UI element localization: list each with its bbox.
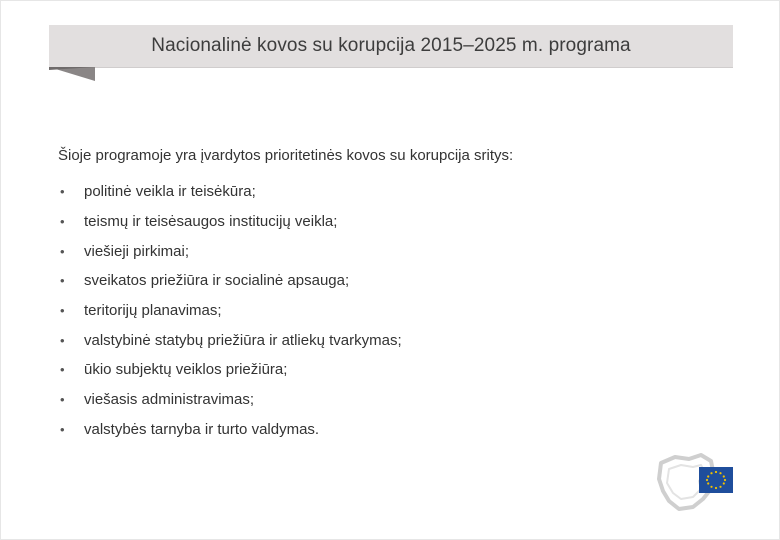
list-item	[58, 355, 402, 385]
list-item-text: viešasis administravimas;	[84, 391, 255, 409]
list-item-text: valstybės tarnyba ir turto valdymas.	[84, 420, 320, 438]
list-item	[58, 236, 402, 266]
list-item-text: valstybinė statybų priežiūra ir atliekų tvarkymas;	[84, 331, 402, 349]
title-banner	[49, 25, 733, 68]
lithuania-eu-logo-icon	[655, 453, 737, 513]
page-title: Nacionalinė kovos su korupcija 2015–2025 m. programa	[151, 35, 631, 56]
priority-list	[58, 177, 402, 444]
ribbon-fold-decoration	[49, 67, 97, 83]
bullet-icon: •	[60, 421, 65, 437]
bullet-icon: •	[60, 303, 65, 319]
bullet-icon: •	[60, 392, 65, 408]
bullet-icon: •	[60, 273, 65, 289]
list-item	[58, 385, 402, 415]
list-item-text: teismų ir teisėsaugos institucijų veikla;	[84, 213, 338, 231]
list-item	[58, 177, 402, 207]
list-item	[58, 415, 402, 445]
list-item	[58, 207, 402, 237]
bullet-icon: •	[60, 184, 65, 200]
list-item-text: politinė veikla ir teisėkūra;	[84, 183, 256, 201]
intro-text: Šioje programoje yra įvardytos prioritetinės kovos su korupcija sritys:	[58, 147, 514, 164]
list-item-text: sveikatos priežiūra ir socialinė apsauga;	[84, 272, 350, 290]
bullet-icon: •	[60, 243, 65, 259]
list-item-text: ūkio subjektų veiklos priežiūra;	[84, 361, 288, 379]
list-item-text: viešieji pirkimai;	[84, 242, 190, 260]
list-item-text: teritorijų planavimas;	[84, 302, 222, 320]
list-item	[58, 325, 402, 355]
list-item	[58, 296, 402, 326]
bullet-icon: •	[60, 362, 65, 378]
bullet-icon: •	[60, 214, 65, 230]
bullet-icon: •	[60, 332, 65, 348]
list-item	[58, 266, 402, 296]
